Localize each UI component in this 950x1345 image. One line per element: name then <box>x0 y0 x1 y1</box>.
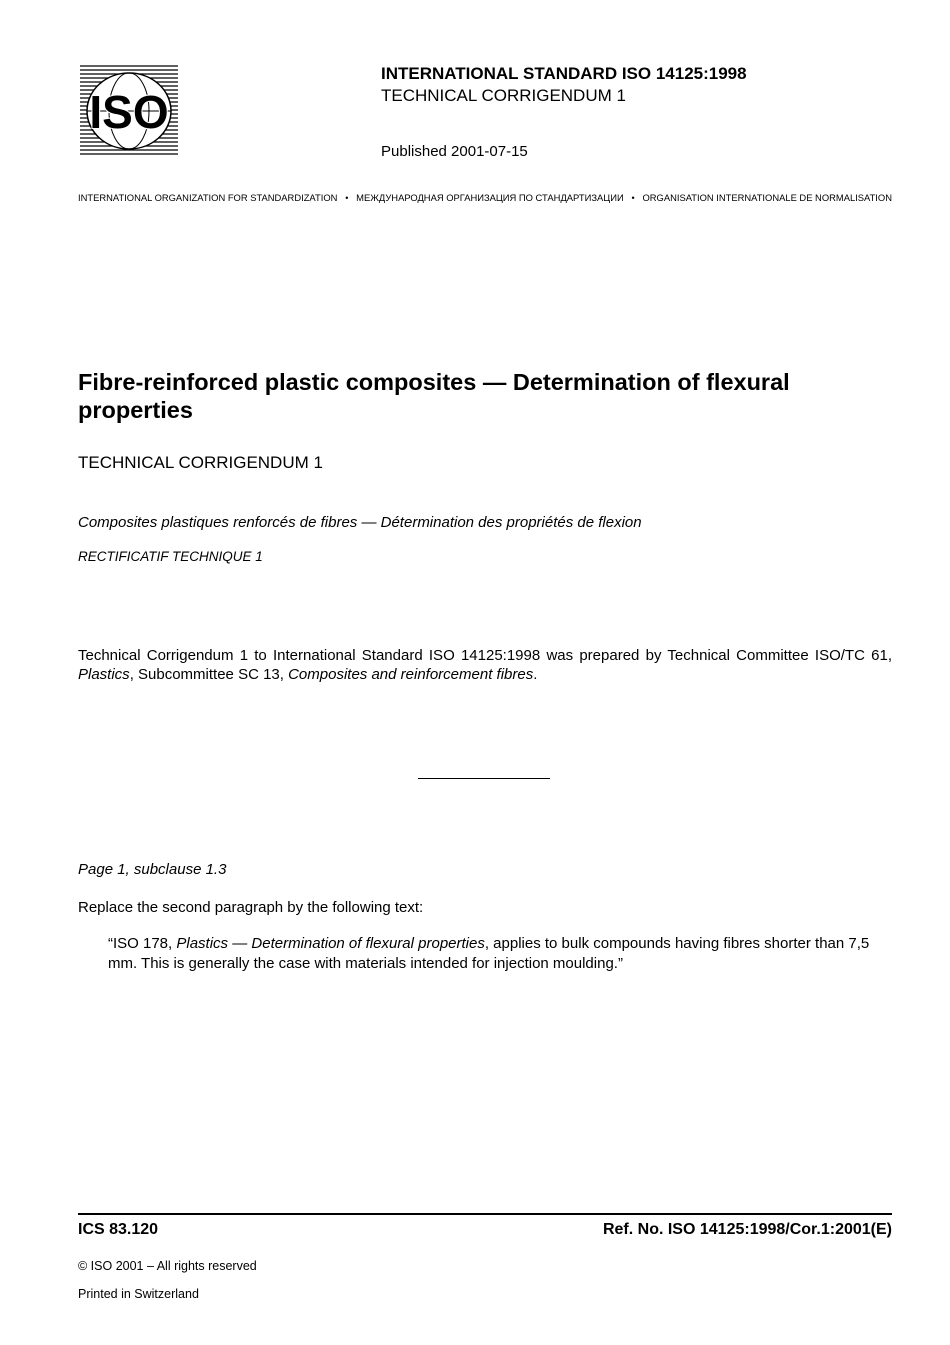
intro-paragraph <box>78 646 892 684</box>
copyright-notice: © ISO 2001 – All rights reserved <box>78 1259 257 1273</box>
ics-code: ICS 83.120 <box>78 1221 159 1238</box>
bullet-separator: • <box>631 192 635 203</box>
corrigendum-label: TECHNICAL CORRIGENDUM 1 <box>381 86 626 105</box>
reference-number: Ref. No. ISO 14125:1998/Cor.1:2001(E) <box>602 1221 892 1238</box>
footer-rule <box>78 1213 892 1215</box>
quote-text-1: “ISO 178, <box>108 935 177 952</box>
sc-name: Composites and reinforcement fibres <box>288 666 534 683</box>
document-title: Fibre-reinforced plastic composites — Determination of flexural properties <box>78 369 790 423</box>
replacement-quote <box>108 934 892 973</box>
org-name-english: INTERNATIONAL ORGANIZATION FOR STANDARDIZATION <box>78 192 338 203</box>
organization-line <box>78 192 892 203</box>
section-divider <box>418 778 550 779</box>
intro-text-1: Technical Corrigendum 1 to International Standard ISO 14125:1998 was prepared by Technical Committee ISO/TC 61, <box>78 647 892 664</box>
document-subtitle: TECHNICAL CORRIGENDUM 1 <box>78 453 323 472</box>
iso-logo <box>80 64 178 158</box>
tc-name: Plastics <box>78 666 130 683</box>
iso-logo-text: ISO <box>89 86 169 138</box>
intro-text-2: , Subcommittee SC 13, <box>129 666 289 683</box>
intro-text-3: . <box>533 666 538 683</box>
printed-location: Printed in Switzerland <box>78 1287 199 1301</box>
french-subtitle: RECTIFICATIF TECHNIQUE 1 <box>78 549 263 564</box>
quote-reference: Plastics — Determination of flexural properties <box>176 935 485 952</box>
publication-date: Published 2001-07-15 <box>381 143 528 160</box>
bullet-separator: • <box>345 192 349 203</box>
quote-text-2: , applies to bulk compounds having fibres shorter than 7,5 mm. This is generally the case with materials intended for injection moulding.” <box>108 935 870 972</box>
amendment-location: Page 1, subclause 1.3 <box>78 861 227 878</box>
french-title: Composites plastiques renforcés de fibres — Détermination des propriétés de flexion <box>78 514 642 531</box>
org-name-french: ORGANISATION INTERNATIONALE DE NORMALISATION <box>642 192 892 203</box>
org-name-russian: МЕЖДУНАРОДНАЯ ОРГАНИЗАЦИЯ ПО СТАНДАРТИЗАЦИИ <box>356 192 624 203</box>
standard-number: INTERNATIONAL STANDARD ISO 14125:1998 <box>381 64 747 83</box>
iso-logo-graphic <box>80 64 178 158</box>
amendment-instruction: Replace the second paragraph by the following text: <box>78 899 424 916</box>
